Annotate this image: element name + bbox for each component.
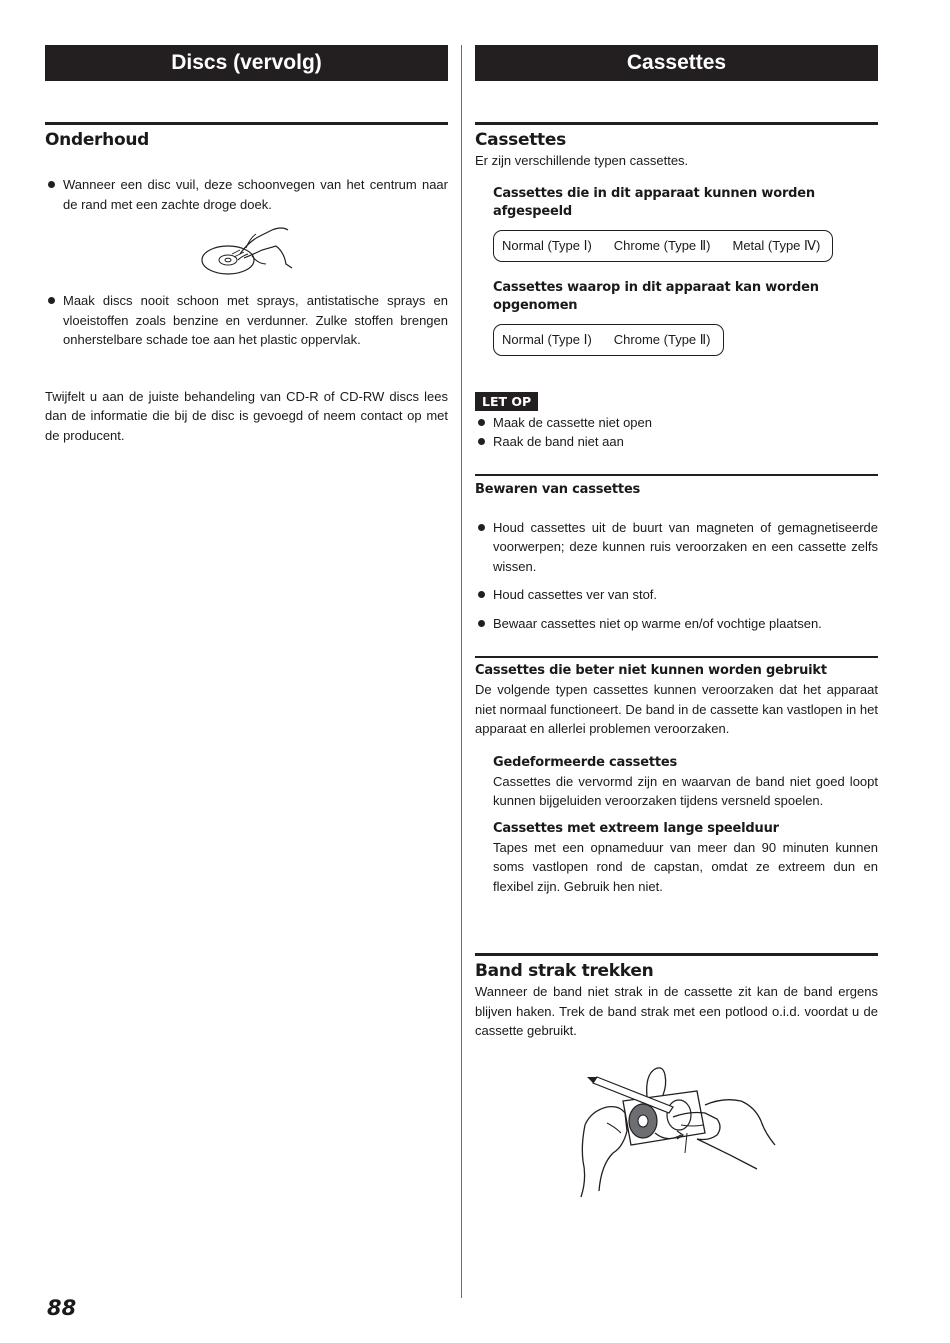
- type-chrome: Chrome (Type Ⅱ): [613, 331, 711, 347]
- storage-rule: [475, 474, 878, 476]
- caution-item: Raak de band niet aan: [475, 432, 878, 452]
- cassettes-intro: Er zijn verschillende typen cassettes.: [475, 153, 689, 168]
- storage-item: Houd cassettes ver van stof.: [475, 585, 878, 605]
- left-banner: Discs (vervolg): [45, 45, 448, 81]
- tension-heading: Band strak trekken: [475, 961, 654, 981]
- deformed-heading: Gedeformeerde cassettes: [493, 754, 678, 770]
- avoid-text: De volgende typen cassettes kunnen veroorzaken dat het apparaat niet normaal functioneert. De band in de cassette kan vastlopen in het apparaat en allerlei problemen veroorzaken.: [475, 682, 878, 736]
- type-chrome: Chrome (Type Ⅱ): [613, 237, 711, 253]
- storage-item: Houd cassettes uit de buurt van magneten of gemagnetiseerde voorwerpen; deze kunnen ruis veroorzaken en een cassette zelfs wissen.: [475, 518, 878, 577]
- type-normal: Normal (Type Ⅰ): [502, 237, 592, 253]
- avoid-rule: [475, 656, 878, 658]
- disc-bullet-1: Wanneer een disc vuil, deze schoonvegen van het centrum naar de rand met een zachte droge doek.: [45, 175, 448, 214]
- onderhoud-rule: [45, 122, 448, 125]
- long-heading: Cassettes met extreem lange speelduur: [493, 820, 779, 836]
- cassettes-heading: Cassettes: [475, 130, 566, 150]
- caution-block: [475, 392, 878, 452]
- tension-rule: [475, 953, 878, 956]
- type-metal: Metal (Type Ⅳ): [732, 237, 821, 253]
- right-banner: Cassettes: [475, 45, 878, 81]
- playable-heading: Cassettes die in dit apparaat kunnen worden afgespeeld: [493, 185, 815, 219]
- cassettes-rule: [475, 122, 878, 125]
- deformed-text: Cassettes die vervormd zijn en waarvan de band niet goed loopt kunnen bijgeluiden veroorzaken tijdens versneld spoelen.: [493, 773, 878, 808]
- left-column: [45, 45, 448, 445]
- tension-text: Wanneer de band niet strak in de cassette zit kan de band ergens blijven haken. Trek de band strak met een potlood o.i.d. voordat u de cassette gebruikt.: [475, 984, 878, 1038]
- recordable-heading: Cassettes waarop in dit apparaat kan worden opgenomen: [493, 279, 819, 313]
- onderhoud-heading: Onderhoud: [45, 130, 149, 150]
- storage-heading: Bewaren van cassettes: [475, 481, 641, 497]
- disc-bullet-2: Maak discs nooit schoon met sprays, antistatische sprays en vloeistoffen zoals benzine en verdunner. Zulke stoffen brengen onherstelbare schade toe aan het plastic oppervlak.: [45, 291, 448, 350]
- column-divider: [461, 45, 462, 1298]
- long-text: Tapes met een opnameduur van meer dan 90 minuten kunnen soms vastlopen rond de capstan, omdat ze extreem dun en flexibel zijn. Gebruik hen niet.: [493, 839, 878, 894]
- disc-cleaning-illustration: [200, 224, 448, 280]
- cdr-note: Twijfelt u aan de juiste behandeling van CD-R of CD-RW discs lees dan de informatie die bij de disc is gevoegd of neem contact op met de producent.: [45, 388, 448, 443]
- playable-types-box: [493, 230, 833, 262]
- type-normal: Normal (Type Ⅰ): [502, 331, 592, 347]
- page-number: 88: [47, 1296, 77, 1320]
- caution-label: LET OP: [475, 392, 538, 411]
- cassette-pencil-illustration: [577, 1061, 878, 1201]
- avoid-heading: Cassettes die beter niet kunnen worden gebruikt: [475, 663, 827, 678]
- right-column: [475, 45, 878, 1201]
- storage-item: Bewaar cassettes niet op warme en/of vochtige plaatsen.: [475, 614, 878, 634]
- recordable-types-box: [493, 324, 724, 356]
- caution-item: Maak de cassette niet open: [475, 413, 878, 433]
